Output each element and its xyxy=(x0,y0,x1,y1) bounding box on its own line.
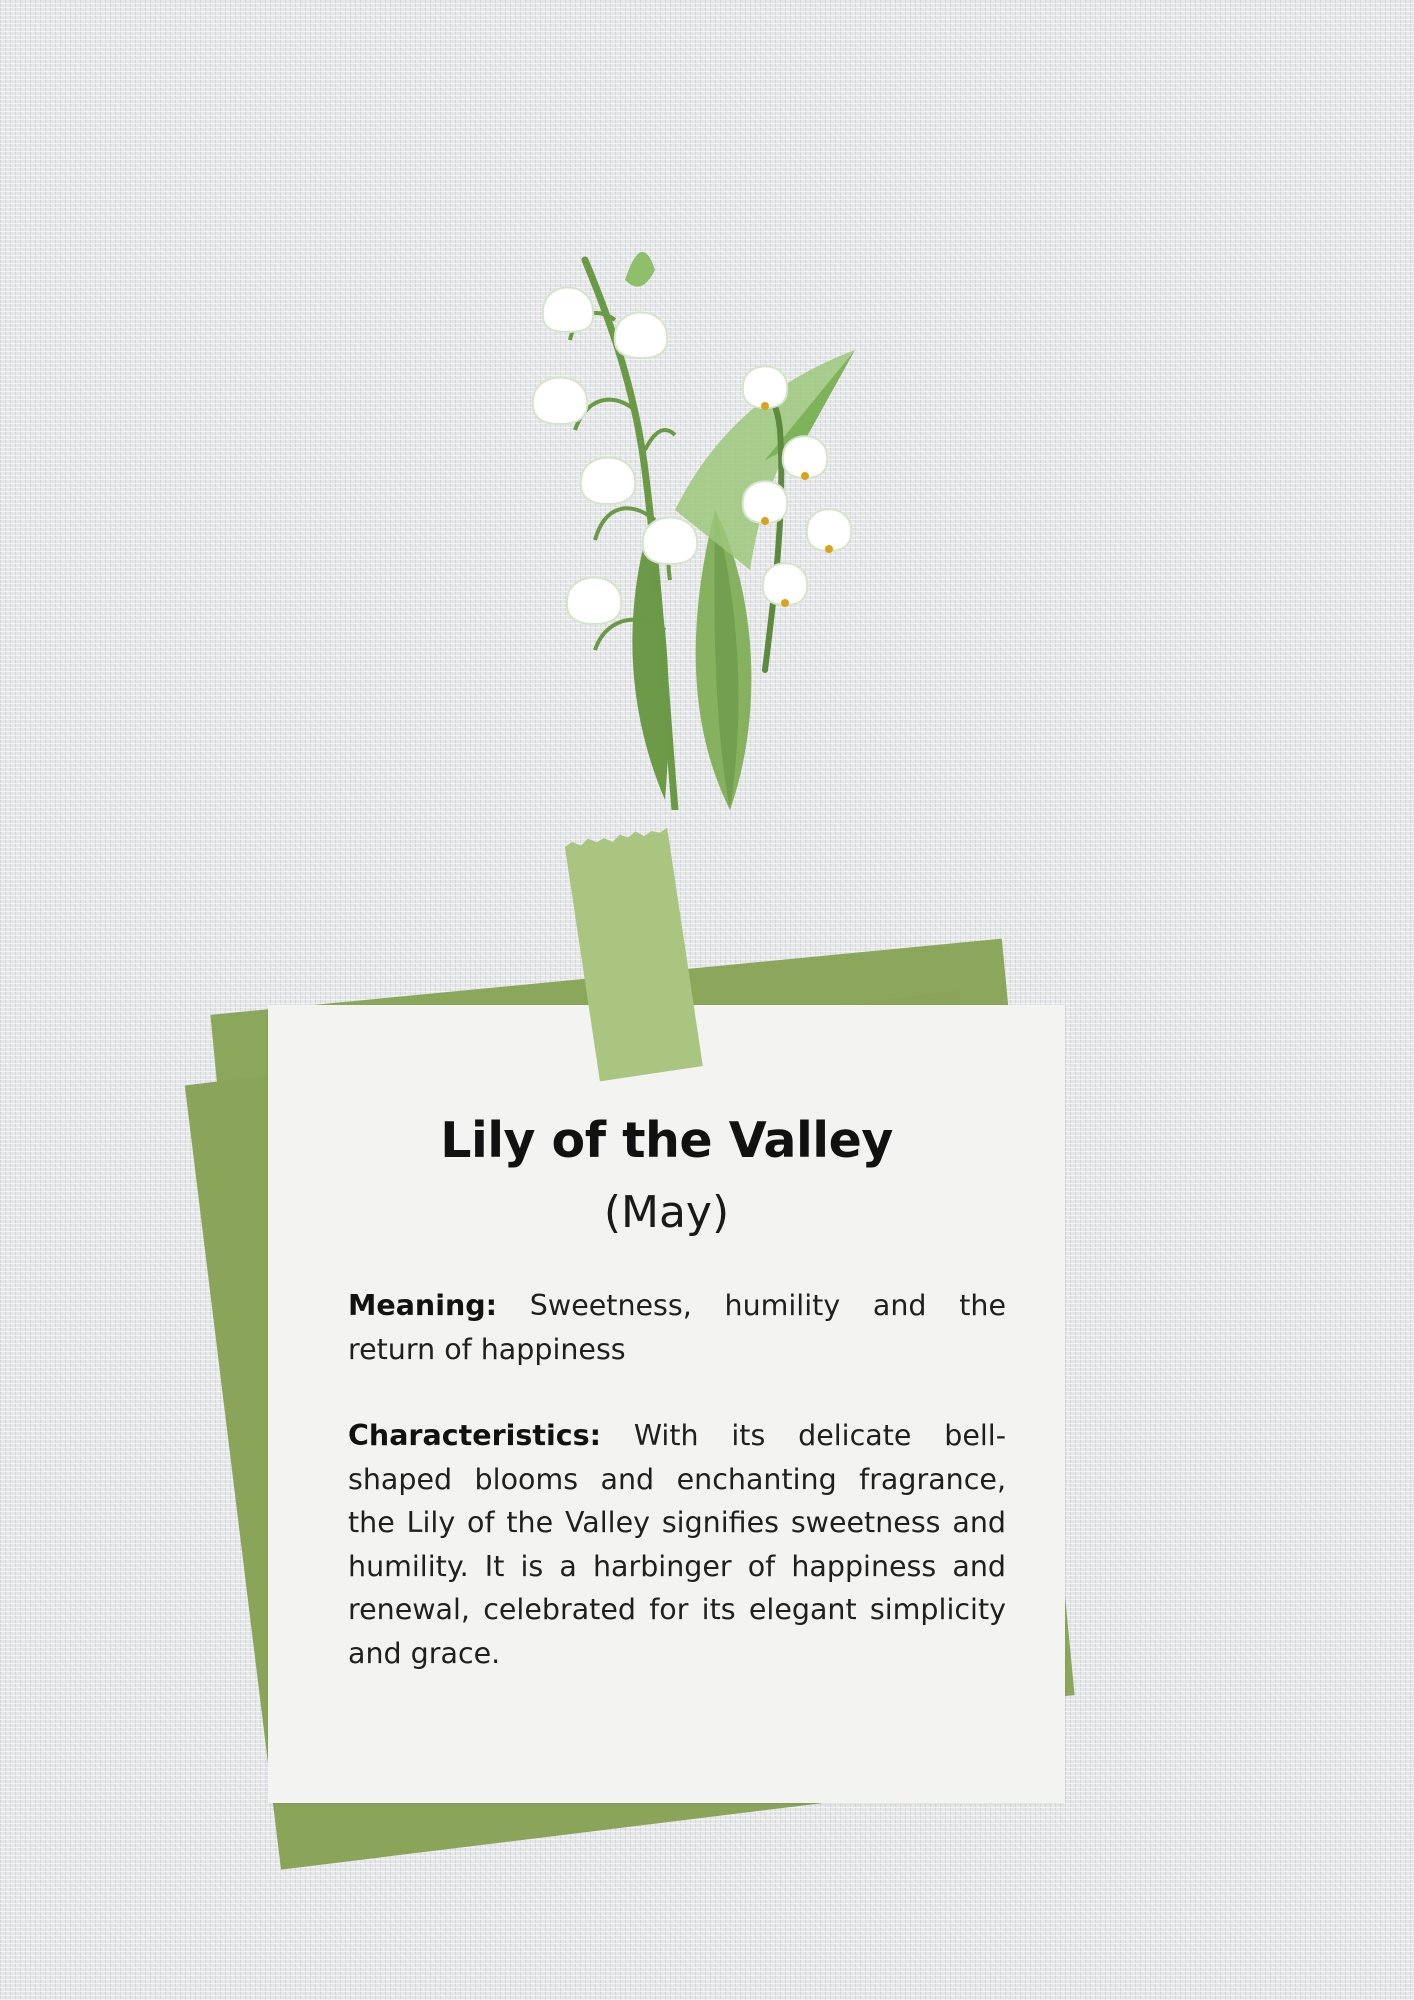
characteristics-paragraph xyxy=(348,1414,1006,1675)
meaning-label: Meaning: xyxy=(348,1289,498,1322)
bloom-11 xyxy=(763,563,808,607)
lily-of-the-valley-illustration xyxy=(515,210,895,810)
bloom-1 xyxy=(543,288,594,333)
bloom-8 xyxy=(783,436,828,480)
bloom-6 xyxy=(567,578,621,625)
tape-torn-edge xyxy=(564,826,669,853)
bloom-10 xyxy=(807,509,852,553)
bloom-5 xyxy=(643,518,697,565)
bloom-2 xyxy=(615,313,668,359)
leaf-top xyxy=(625,252,655,287)
meaning-text: Sweetness, humility and the return of happiness xyxy=(348,1289,1007,1366)
card-title: Lily of the Valley xyxy=(440,1112,893,1169)
characteristics-text: With its delicate bell-shaped blooms and enchanting fragrance, the Lily of the Valley signifies sweetness and humility. It is a harbinger of happiness and renewal, celebrated for its elegant simplicity and grace. xyxy=(348,1419,1006,1670)
bloom-4 xyxy=(581,458,635,505)
card-subtitle: (May) xyxy=(603,1187,730,1238)
stem-branch-3 xyxy=(645,430,675,450)
characteristics-label: Characteristics: xyxy=(348,1419,602,1452)
bloom-7 xyxy=(743,366,788,410)
bloom-3 xyxy=(533,378,587,425)
bloom-9 xyxy=(743,481,788,525)
meaning-paragraph xyxy=(348,1284,1006,1371)
